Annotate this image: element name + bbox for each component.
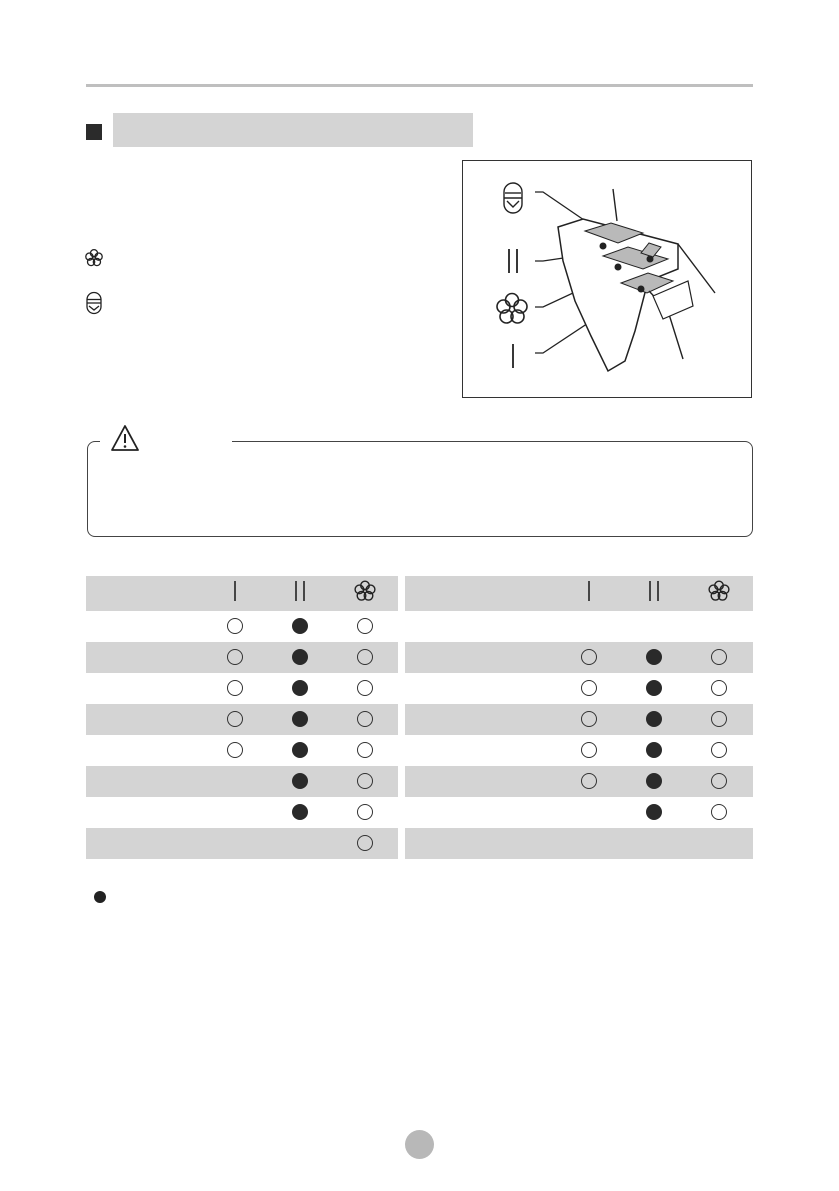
- section-marker: [86, 124, 102, 140]
- program-name-cell: [86, 735, 202, 766]
- table-row: [405, 797, 753, 828]
- program-name-cell: [405, 766, 555, 797]
- program-name-cell: [86, 766, 202, 797]
- required-dot: [646, 804, 662, 820]
- optional-dot: [711, 680, 727, 696]
- optional-dot: [711, 773, 727, 789]
- page-number-badge: [405, 1130, 434, 1159]
- required-dot: [292, 711, 308, 727]
- drawer-drawing: [558, 189, 715, 371]
- section-heading-bar: [113, 113, 473, 147]
- optional-dot: [711, 711, 727, 727]
- optional-dot: [581, 742, 597, 758]
- required-dot: [292, 649, 308, 665]
- header-cell: [685, 576, 753, 611]
- table-row: [86, 704, 398, 735]
- table-row: [405, 766, 753, 797]
- table-row: [86, 828, 398, 859]
- required-dot: [292, 804, 308, 820]
- optional-dot: [357, 773, 373, 789]
- table-row: [86, 611, 398, 642]
- optional-dot: [581, 680, 597, 696]
- header-cell: [555, 576, 623, 611]
- roman-numeral-two-icon: [646, 580, 662, 602]
- required-dot: [646, 773, 662, 789]
- required-dot: [292, 618, 308, 634]
- required-dot: [646, 680, 662, 696]
- header-cell: [623, 576, 685, 611]
- optional-dot: [357, 742, 373, 758]
- table-row: [86, 766, 398, 797]
- optional-dot: [711, 649, 727, 665]
- program-name-cell: [405, 797, 555, 828]
- program-name-cell: [405, 642, 555, 673]
- table-row: [405, 735, 753, 766]
- program-name-cell: [405, 704, 555, 735]
- header-cell: [202, 576, 267, 611]
- program-name-cell: [86, 828, 202, 859]
- detergent-table-right: [405, 576, 753, 859]
- roman-numeral-one-icon: [584, 580, 594, 602]
- program-name-cell: [86, 704, 202, 735]
- optional-dot: [227, 711, 243, 727]
- optional-dot: [227, 680, 243, 696]
- table-row: [86, 797, 398, 828]
- table-row: [405, 828, 753, 859]
- top-divider: [86, 84, 753, 87]
- required-dot: [646, 711, 662, 727]
- table-row: [405, 611, 753, 642]
- roman-numeral-one-icon: [230, 580, 240, 602]
- optional-dot: [357, 804, 373, 820]
- optional-dot: [357, 649, 373, 665]
- optional-dot: [357, 618, 373, 634]
- optional-dot: [581, 773, 597, 789]
- optional-dot: [227, 618, 243, 634]
- required-dot: [292, 742, 308, 758]
- liquid-cup-icon: [84, 291, 104, 315]
- optional-dot: [581, 649, 597, 665]
- caution-box: [87, 441, 753, 537]
- table-row: [86, 673, 398, 704]
- program-name-cell: [405, 673, 555, 704]
- program-name-cell: [405, 828, 555, 859]
- program-name-cell: [86, 642, 202, 673]
- program-name-cell: [86, 797, 202, 828]
- flower-icon: [497, 294, 527, 324]
- header-cell: [267, 576, 332, 611]
- required-dot: [292, 773, 308, 789]
- required-dot: [646, 649, 662, 665]
- roman-numeral-two-icon: [509, 249, 517, 273]
- table-header: [405, 576, 753, 611]
- dispenser-figure: [462, 160, 752, 398]
- required-dot: [646, 742, 662, 758]
- optional-dot: [357, 835, 373, 851]
- table-row: [405, 673, 753, 704]
- table-header: [86, 576, 398, 611]
- header-cell: [332, 576, 398, 611]
- required-dot: [292, 680, 308, 696]
- optional-dot: [357, 711, 373, 727]
- optional-dot: [227, 742, 243, 758]
- warning-triangle-icon: [110, 424, 140, 452]
- program-name-cell: [405, 611, 555, 642]
- program-name-cell: [86, 611, 202, 642]
- optional-dot: [711, 804, 727, 820]
- program-name-cell: [405, 576, 555, 611]
- detergent-table-left: [86, 576, 398, 859]
- program-name-cell: [86, 576, 202, 611]
- table-row: [405, 642, 753, 673]
- optional-dot: [227, 649, 243, 665]
- optional-dot: [711, 742, 727, 758]
- flower-icon: [353, 579, 377, 603]
- cup-callout: [504, 183, 522, 213]
- table-row: [86, 642, 398, 673]
- roman-numeral-two-icon: [292, 580, 308, 602]
- program-name-cell: [86, 673, 202, 704]
- flower-icon: [84, 248, 104, 268]
- flower-icon: [707, 579, 731, 603]
- table-row: [86, 735, 398, 766]
- optional-dot: [581, 711, 597, 727]
- optional-dot: [357, 680, 373, 696]
- footnote-bullet: [94, 891, 106, 903]
- table-row: [405, 704, 753, 735]
- program-name-cell: [405, 735, 555, 766]
